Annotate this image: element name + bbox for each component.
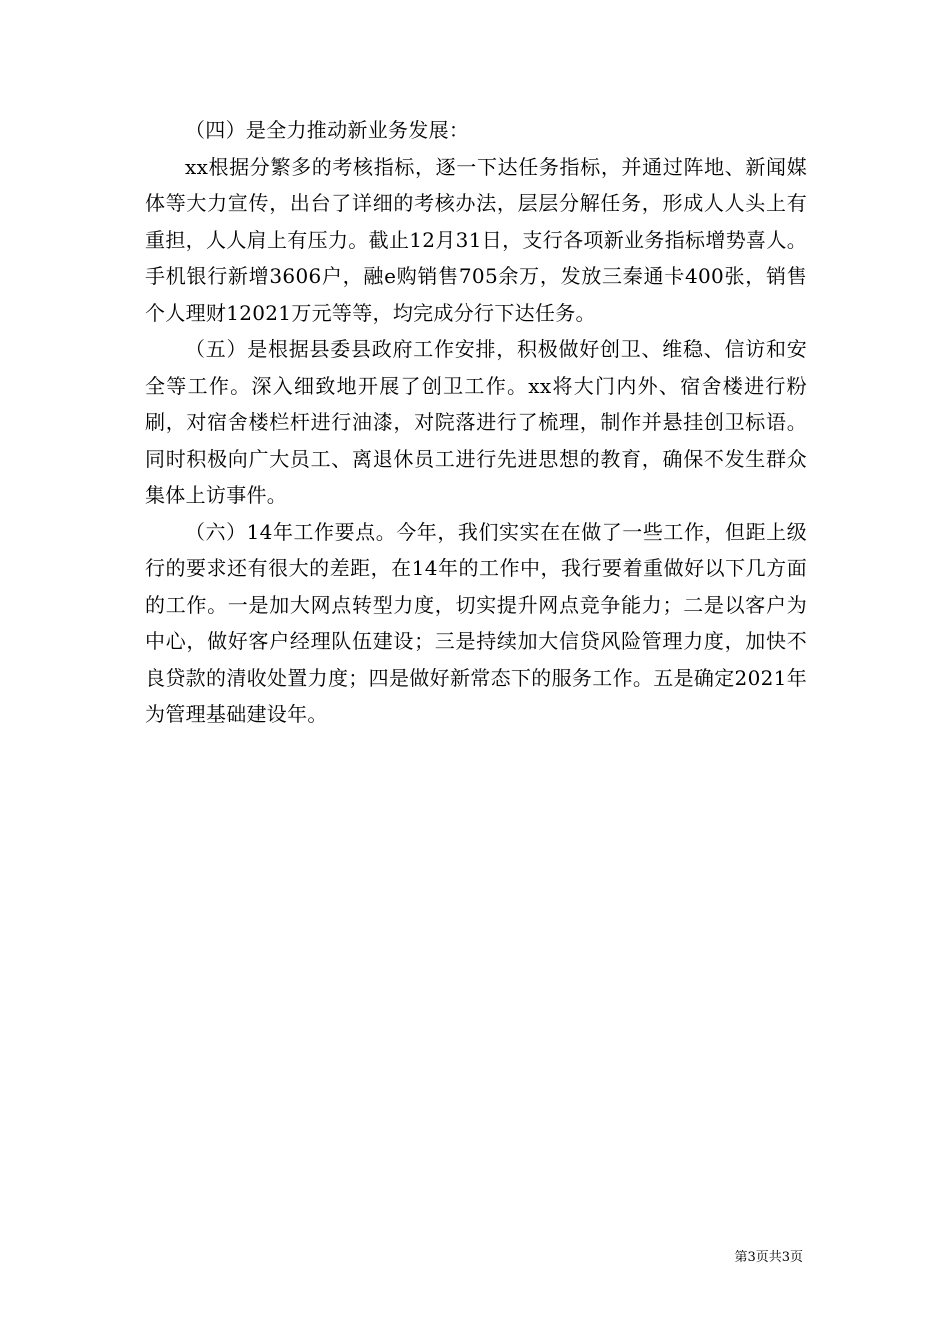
paragraph-section-4-body: xx根据分繁多的考核指标，逐一下达任务指标，并通过阵地、新闻媒体等大力宣传，出台了详细的考核办法，层层分解任务，形成人人头上有重担，人人肩上有压力。截止12月31日，支行各项新业务指标增势喜人。手机银行新增3606户，融e购销售705余万，发放三秦通卡400张，销售个人理财12021万元等等，均完成分行下达任务。 (145, 154, 807, 325)
paragraph-section-5: （五）是根据县委县政府工作安排，积极做好创卫、维稳、信访和安全等工作。深入细致地开展了创卫工作。xx将大门内外、宿舍楼进行粉刷，对宿舍楼栏杆进行油漆，对院落进行了梳理，制作并悬挂创卫标语。同时积极向广大员工、离退休员工进行先进思想的教育，确保不发生群众集体上访事件。 (145, 337, 807, 507)
document-body (145, 112, 807, 733)
page-number-footer: 第3页共3页 (734, 1250, 803, 1265)
paragraph-section-6: （六）14年工作要点。今年，我们实实在在做了一些工作，但距上级行的要求还有很大的差距，在14年的工作中，我行要着重做好以下几方面的工作。一是加大网点转型力度，切实提升网点竞争能力；二是以客户为中心，做好客户经理队伍建设；三是持续加大信贷风险管理力度，加快不良贷款的清收处置力度；四是做好新常态下的服务工作。五是确定2021年为管理基础建设年。 (145, 519, 807, 726)
paragraph-section-4-heading: （四）是全力推动新业务发展： (185, 118, 470, 142)
